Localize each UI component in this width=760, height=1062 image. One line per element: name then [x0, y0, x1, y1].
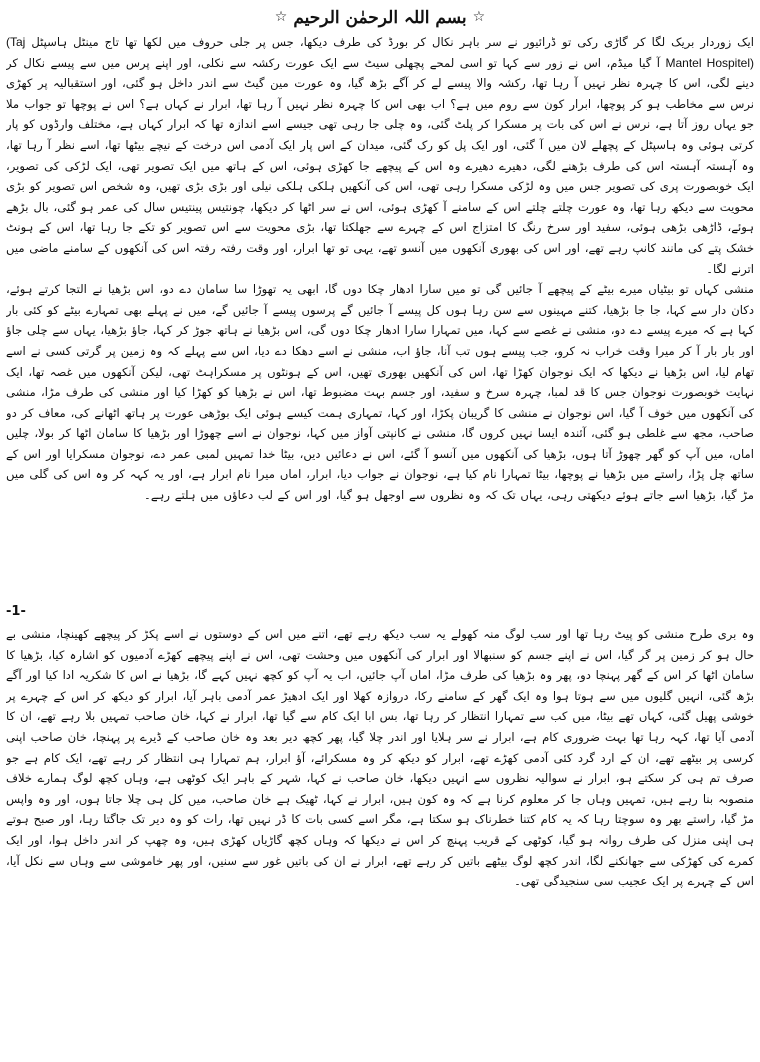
page-header	[0, 4, 760, 30]
paragraph	[6, 32, 754, 279]
page-number: -1-	[6, 604, 26, 619]
star-icon: ☆	[274, 9, 288, 25]
paragraph-text: آ گیا میڈم، اس نے زور سے کہا تو اسی لمحے پچھلی سیٹ سے ایک عورت رکشہ سے نکلی، اور اپنے پرس میں سے پیسے نکال کر دینے لگی، اس کا چہرہ نظر نہیں آ رہا تھا، رکشہ والا پیسے لے کر آگے بڑھ گیا، وہ عورت مین گیٹ سے اندر داخل ہو گئی، اور استقبالیہ پر کھڑی نرس سے مخاطب ہو کر پوچھا، ابرار کون سے روم میں ہے؟ اب بھی اس کا چہرہ نظر نہیں آ رہا تھا، ابرار نے کہاں ہے؟ اس نے پوچھا تو جواب ملا جو یہاں روز آتا ہے، نرس نے اس کی بات پر مسکرا کر پلٹ گئی، وہ چلی جا رہی تھی جیسے اسے اندازہ تھا کہ ابرار کہاں ہے، مختلف وارڈوں کو پار کرتی ہوئی وہ ہاسپٹل کے پچھلے لان میں آ گئی، اور ایک پل کو رک گئی، میدان کے اس پار ایک آدمی اس درخت کے نیچے بیٹھا تھا، اسے نظر آ رہا تھا، وہ آہستہ آہستہ اس کی طرف بڑھنے لگی، دھیرے دھیرے وہ اس کے پیچھے جا کھڑی ہوئی، اس کے ہاتھ میں ایک تصویر تھی، ایک لڑکی کی تصویر، ایک خوبصورت پری کی تصویر جس میں وہ لڑکی مسکرا رہی تھی، اس کی آنکھیں ہلکی ہلکی نیلی اور بڑی بڑی تھیں، وہ شخص اس تصویر کو بڑی محویت سے دیکھ رہا تھا، وہ عورت چلتے چلتے اس کے سامنے آ کھڑی ہوئی، اس نے سر اٹھا کر دیکھا، چونتیس پینتیس سال کی عمر ہو گئی، بال بڑھے ہوئے، ڈاڑھی بڑھی ہوئی، سفید اور سرخ رنگ کا امتزاج اس کے چہرے سے جھلکتا تھا، بڑی محویت سے اس تصویر کو تکے جا رہا تھا، اس کے ہونٹ خشک پتے کی مانند کانپ رہے تھے، اور اس کی بھوری آنکھوں میں آنسو تھے، یہی تو تھا ابرار، اور وقت رفتہ رفتہ اس کی آنکھوں کے سامنے ماضی میں اترنے لگا۔	[6, 55, 754, 276]
paragraph-text: ایک زوردار بریک لگا کر گاڑی رکی تو ڈرائیور نے سر باہر نکال کر بورڈ کی طرف دیکھا، جس پر جلی حروف میں لکھا تھا تاج مینٹل ہاسپٹل	[31, 35, 754, 49]
story-section-one	[6, 32, 754, 600]
paragraph: منشی کہاں تو بیٹیاں میرے بیٹے کے پیچھے آ جائیں گی تو میں سارا ادھار چکا دوں گا، ابھی یہ تھوڑا سا سامان دے دو، اس بڑھیا نے التجا کرتے ہوئے، دکان دار سے کہا، جا جا بڑھیا، کتنے مہینوں سے سن رہا ہوں کل پیسے آ جائیں گے پرسوں پیسے آ جائیں گے، میں نے پہلے بھی تمہارے بیٹے کو کئی بار کہا ہے کہ میرے پیسے دے دو، منشی نے غصے سے کہا، میں تمہارا سارا ادھار چکا دوں گی، اس بڑھیا نے ہاتھ جوڑ کر کہا، جاؤ بڑھیا، یہاں سے چلی جاؤ اور بار بار آ کر میرا وقت خراب نہ کرو، جب پیسے ہوں تب آنا، جاؤ اب، منشی نے اسے دھکا دے دیا، اس سے پہلے کہ وہ زمین پر گرتی کسی نے اسے تھام لیا، اس بڑھیا نے دیکھا کہ ایک نوجوان کھڑا تھا، اس کی آنکھیں بھوری تھیں، اس کے ہونٹوں پر مسکراہٹ تھی، لیکن آنکھوں میں غصہ تھا، ایک نہایت خوبصورت نوجوان جس کا قد لمبا، چہرہ سرخ و سفید، اور جسم بہت مضبوط تھا، اس نے بڑھیا کو کھڑا کیا اور منشی کی طرف مڑا، منشی کی آنکھوں میں خوف آ گیا، اس نوجوان نے منشی کا گریبان پکڑا، اور کہا، تمہاری ہمت کیسے ہوئی ایک بوڑھی عورت پر ہاتھ اٹھانے کی، معاف کر دو صاحب، مجھ سے غلطی ہو گئی، آئندہ ایسا نہیں کروں گا، منشی نے کانپتی آواز میں کہا، نوجوان نے اسے چھوڑا اور بڑھیا کا سامان اٹھا کر بولا، چلیں اماں، میں آپ کو گھر چھوڑ آتا ہوں، بڑھیا کی آنکھوں میں آنسو آ گئے، اس نے دعائیں دیں، بیٹا خدا تمہیں لمبی عمر دے، نوجوان مسکرایا اور اس کے ساتھ چل پڑا، راستے میں بڑھیا نے پوچھا، بیٹا تمہارا نام کیا ہے، نوجوان نے جواب دیا، ابرار، اماں میرا نام ابرار ہے، اور یہ کہہ کر وہ اس کی گلی میں مڑ گیا، بڑھیا اسے جاتے ہوئے دیکھتی رہی، یہاں تک کہ وہ نظروں سے اوجھل ہو گیا، اور اس کے لب دعاؤں میں ہلتے رہے۔	[6, 282, 754, 503]
star-icon: ☆	[472, 9, 486, 25]
hospital-name-english: (Taj Mantel Hospitel)	[6, 35, 754, 70]
paragraph: وہ بری طرح منشی کو پیٹ رہا تھا اور سب لوگ منہ کھولے یہ سب دیکھ رہے تھے، اتنے میں اس کے دوستوں نے اسے پکڑ کر پیچھے کھینچا، منشی بے حال ہو کر زمین پر گر گیا، اس نے اپنے جسم کو سنبھالا اور ابرار کی آنکھوں میں وحشت تھی، اس نے اپنے پیچھے کھڑے آدمیوں کو اشارہ کیا، بڑھیا کا سامان اٹھا کر اس کے گھر پہنچا دو، پھر وہ بڑھیا کی طرف مڑا، اماں آپ جائیں، اب یہ آپ کو کچھ نہیں کہے گا، بڑھیا نے اس کا شکریہ ادا کیا اور آگے بڑھ گئی، انہیں گلیوں میں سے ہوتا ہوا وہ ایک گھر کے سامنے رکا، دروازہ کھلا اور ایک ادھیڑ عمر آدمی باہر آیا، ابرار کو دیکھ کر اس کے چہرے پر خوشی پھیل گئی، کہاں تھے بیٹا، میں کب سے تمہارا انتظار کر رہا تھا، بس ابا ایک کام سے گیا تھا، ابرار نے کہا، خان صاحب تمہیں بلا رہے تھے، ان کا آدمی آیا تھا، کہہ رہا تھا بہت ضروری کام ہے، ابرار نے سر ہلایا اور اندر چلا گیا، پھر کچھ دیر بعد وہ خان صاحب کے ڈیرے پر پہنچا، خان صاحب اپنی کرسی پر بیٹھے تھے، ان کے ارد گرد کئی آدمی کھڑے تھے، ابرار کو دیکھ کر وہ مسکرائے، آؤ ابرار، ہم تمہارا ہی انتظار کر رہے تھے، ایک کام ہے جو صرف تم ہی کر سکتے ہو، ابرار نے سوالیہ نظروں سے انہیں دیکھا، خان صاحب نے کہا، شہر کے باہر ایک کوٹھی ہے، وہاں کچھ لوگ ہمارے خلاف منصوبہ بنا رہے ہیں، تمہیں وہاں جا کر معلوم کرنا ہے کہ وہ کون ہیں، ابرار نے کہا، ٹھیک ہے خان صاحب، میں کل ہی چلا جاتا ہوں، اور وہ واپس مڑ گیا، راستے بھر وہ سوچتا رہا کہ یہ کام کتنا خطرناک ہو سکتا ہے، مگر اسے کسی بات کا ڈر نہیں تھا، رات کو وہ دیر تک جاگتا رہا، اور صبح ہوتے ہی اپنی منزل کی طرف روانہ ہو گیا، کوٹھی کے قریب پہنچ کر اس نے دیکھا کہ وہاں کچھ گاڑیاں کھڑی ہیں، وہ چھپ کر اندر داخل ہوا، اور ایک کمرے کی کھڑکی سے جھانکنے لگا، اندر کچھ لوگ بیٹھے باتیں کر رہے تھے، ابرار نے ان کی باتیں غور سے سنیں، اور پھر خاموشی سے وہاں سے نکل آیا، اس کے چہرے پر ایک عجیب سی سنجیدگی تھی۔	[6, 627, 754, 889]
bismillah-heading: بسم اللہ الرحمٰن الرحیم	[293, 7, 467, 28]
story-section-two	[6, 624, 754, 1060]
